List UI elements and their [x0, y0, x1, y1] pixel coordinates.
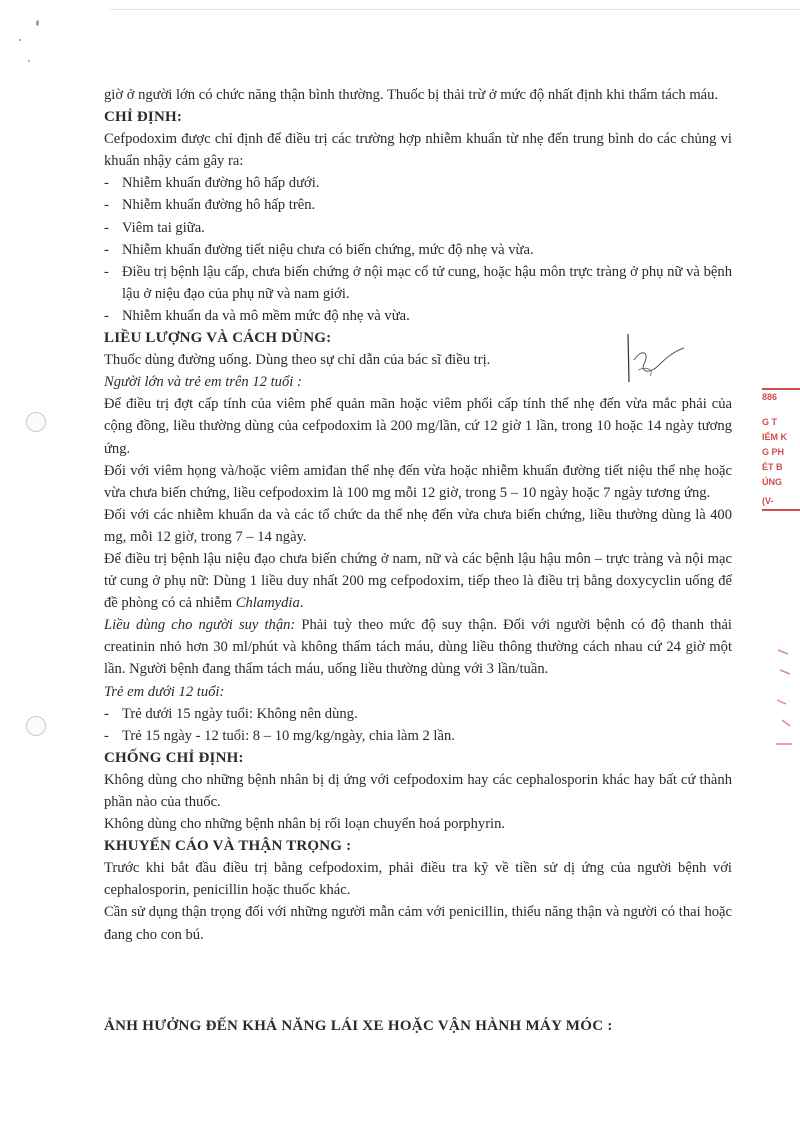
list-item: - Trẻ dưới 15 ngày tuổi: Không nên dùng.: [104, 705, 358, 722]
document-body: [104, 84, 732, 946]
chi-dinh-list: [104, 172, 732, 327]
list-item: - Nhiễm khuẩn da và mô mềm mức độ nhẹ và vừa.: [104, 307, 410, 324]
list-item: - Trẻ 15 ngày - 12 tuổi: 8 – 10 mg/kg/ngày, chia làm 2 lần.: [104, 727, 455, 744]
list-item: - Viêm tai giữa.: [104, 219, 205, 236]
punch-hole-bottom: [26, 716, 46, 736]
child-list: [104, 703, 732, 747]
scan-speck: [19, 39, 21, 41]
side-stamp-line: G T: [762, 417, 777, 427]
chong-chi-dinh-p1: Không dùng cho những bệnh nhân bị dị ứng với cefpodoxim hay các cephalosporin khác hay bất cứ thành phần nào của thuốc.: [104, 771, 732, 810]
list-item: - Nhiễm khuẩn đường hô hấp dưới.: [104, 175, 320, 192]
section-heading-anh-huong: ẢNH HƯỞNG ĐẾN KHẢ NĂNG LÁI XE HOẶC VẬN HÀNH MÁY MÓC :: [104, 1018, 613, 1034]
stamp-fragment-icon: [774, 640, 794, 760]
side-stamp-line: IỂM K: [762, 432, 788, 442]
intro-paragraph: giờ ở người lớn có chức năng thận bình thường. Thuốc bị thải trừ ở mức độ nhất định khi thẩm tách máu.: [104, 87, 719, 103]
adult-subheading: Người lớn và trẻ em trên 12 tuổi :: [104, 374, 302, 391]
side-stamp: [762, 388, 800, 538]
side-stamp-line: (V-: [762, 494, 800, 511]
lieu-luong-p3: Đối với viêm họng và/hoặc viêm amiđan thể nhẹ đến vừa hoặc nhiễm khuẩn đường tiết niệu thể nhẹ hoặc vừa chưa biến chứng, liều cefpodoxim là 100 mg mỗi 12 giờ, trong 5 – 10 ngày hoặc 7 ngày tương ứng.: [104, 462, 732, 501]
lieu-luong-p4: Đối với các nhiễm khuẩn da và các tổ chức da thể nhẹ đến vừa chưa biến chứng, liều thường dùng là 400 mg, mỗi 12 giờ, trong 7 – 14 ngày.: [104, 506, 732, 545]
punch-hole-top: [26, 412, 46, 432]
scan-speck: [36, 20, 39, 26]
chi-dinh-intro: Cefpodoxim được chỉ định để điều trị các trường hợp nhiễm khuẩn từ nhẹ đến trung bình do các chủng vi khuẩn nhậy cảm gây ra:: [104, 131, 732, 170]
chlamydia-term: Chlamydia: [235, 595, 300, 612]
renal-subheading: Liều dùng cho người suy thận:: [104, 617, 296, 634]
scan-speck: [28, 60, 30, 62]
list-item: - Nhiễm khuẩn đường tiết niệu chưa có biến chứng, mức độ nhẹ và vừa.: [104, 241, 534, 258]
renal-paragraph: Liều dùng cho người suy thận: Phải tuỳ theo mức độ suy thận. Đối với người bệnh có độ thanh thải creatinin nhỏ hơn 30 ml/phút và không thẩm tách máu, dùng liều thông thường cách nhau cứ 24 giờ một lần. Người bệnh đang thẩm tách máu, uống liều thường dùng với 3 lần/tuần.: [104, 617, 732, 678]
list-item: - Nhiễm khuẩn đường hô hấp trên.: [104, 197, 316, 214]
section-heading-lieu-luong: LIỀU LƯỢNG VÀ CÁCH DÙNG:: [104, 330, 332, 347]
scan-top-edge: [110, 9, 800, 10]
side-stamp-line: G PH: [762, 447, 785, 457]
side-stamp-line: ÉT B: [762, 462, 783, 472]
lieu-luong-p1: Thuốc dùng đường uống. Dùng theo sự chỉ dẫn của bác sĩ điều trị.: [104, 352, 491, 369]
section-heading-chi-dinh: CHỈ ĐỊNH:: [104, 109, 183, 126]
section-heading-chong-chi-dinh: CHỐNG CHỈ ĐỊNH:: [104, 749, 244, 766]
child-subheading: Trẻ em dưới 12 tuổi:: [104, 683, 225, 700]
lieu-luong-p5: Để điều trị bệnh lậu niệu đạo chưa biến chứng ở nam, nữ và các bệnh lậu hậu môn – trực tràng và nội mạc tử cung ở phụ nữ: Dùng 1 liều duy nhất 200 mg cefpodoxim, tiếp theo là điều trị bằng doxycyclin uống để đề phòng có cả nhiễm Chlamydia.: [104, 550, 732, 612]
khuyen-cao-p1: Trước khi bắt đầu điều trị bằng cefpodoxim, phải điều tra kỹ về tiền sử dị ứng của người bệnh với cephalosporin, penicillin hoặc thuốc khác.: [104, 860, 732, 899]
chong-chi-dinh-p2: Không dùng cho những bệnh nhân bị rối loạn chuyển hoá porphyrin.: [104, 816, 506, 833]
section-heading-khuyen-cao: KHUYẾN CÁO VÀ THẬN TRỌNG :: [104, 838, 352, 855]
side-stamp-line: 886: [762, 388, 800, 405]
khuyen-cao-p2: Cần sử dụng thận trọng đối với những người mẫn cảm với penicillin, thiểu năng thận và người có thai hoặc đang cho con bú.: [104, 904, 732, 943]
list-item: - Điều trị bệnh lậu cấp, chưa biến chứng ở nội mạc cổ tử cung, hoặc hậu môn trực tràng ở phụ nữ và bệnh lậu ở niệu đạo của phụ nữ và nam giới.: [104, 263, 732, 302]
side-stamp-line: ÚNG: [762, 477, 782, 487]
lieu-luong-p2: Để điều trị đợt cấp tính của viêm phế quản mãn hoặc viêm phổi cấp tính thể nhẹ đến vừa mắc phải của cộng đồng, liều thường dùng của cefpodoxim là 200 mg/lần, cứ 12 giờ 1 lần, trong 10 hoặc 14 ngày tương ứng.: [104, 396, 732, 457]
